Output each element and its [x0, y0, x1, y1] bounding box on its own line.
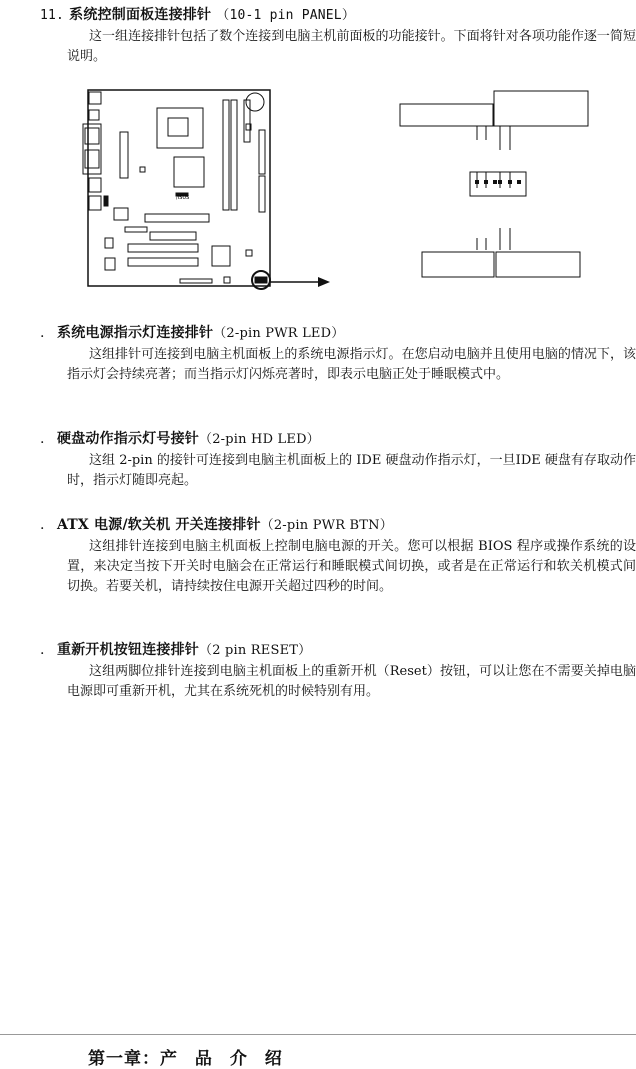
footer-divider — [0, 1034, 636, 1035]
item-title: 系统电源指示灯连接排针 — [57, 325, 214, 341]
item-title: ATX 电源/软关机 开关连接排针 — [57, 517, 261, 533]
item-text-reset: 这组两脚位排针连接到电脑主机面板上的重新开机（Reset）按钮，可以让您在不需要关掉电脑电源即可重新开机，尤其在系统死机的时候特别有用。 — [67, 664, 636, 699]
item-bullet: . — [40, 325, 45, 341]
item-bullet: . — [40, 642, 45, 658]
item-text-hd-led: 这组 2-pin 的接针可连接到电脑主机面板上的 IDE 硬盘动作指示灯，一旦IDE 硬盘有存取动作时，指示灯随即亮起。 — [67, 453, 636, 488]
item-text-pwr-led: 这组排针可连接到电脑主机面板上的系统电源指示灯。在您启动电脑并且使用电脑的情况下，该指示灯会持续亮著；而当指示灯闪烁亮著时，即表示电脑正处于睡眠模式中。 — [67, 347, 636, 382]
chapter-footer: 第一章：产 品 介 绍 — [88, 1049, 283, 1069]
section-title: 系统控制面板连接排针 — [69, 7, 212, 23]
item-spec: （2-pin PWR LED） — [213, 326, 345, 341]
item-heading-pwr-led — [40, 322, 344, 342]
section-spec: （10-1 pin PANEL） — [216, 8, 356, 23]
section-number: 11. — [40, 8, 65, 23]
item-spec: （2-pin HD LED） — [199, 432, 320, 447]
item-bullet: . — [40, 431, 45, 447]
connector-pins — [475, 180, 521, 184]
section-intro: 这一组连接排针包括了数个连接到电脑主机前面板的功能接针。下面将针对各项功能作逐一简短说明。 — [67, 29, 636, 64]
item-heading-pwr-btn — [40, 514, 393, 534]
item-spec: （2-pin PWR BTN） — [260, 518, 393, 533]
item-title: 硬盘动作指示灯号接针 — [57, 431, 199, 447]
item-text-pwr-btn: 这组排针连接到电脑主机面板上控制电脑电源的开关。您可以根据 BIOS 程序或操作系统的设置，来决定当按下开关时电脑会在正常运行和睡眠模式间切换，或者是在正常运行和软关机模式间切换。若要关机，请持续按住电源开关超过四秒的时间。 — [67, 539, 636, 594]
board-brand-label: /ISUS — [176, 195, 190, 201]
item-title: 重新开机按钮连接排针 — [57, 642, 199, 658]
item-bullet: . — [40, 517, 45, 533]
callout-arrow — [270, 277, 330, 287]
item-heading-reset — [40, 639, 311, 659]
panel-connector-figure — [0, 0, 636, 300]
item-spec: （2 pin RESET） — [199, 643, 312, 658]
item-heading-hd-led — [40, 428, 320, 448]
motherboard-diagram — [83, 90, 270, 289]
